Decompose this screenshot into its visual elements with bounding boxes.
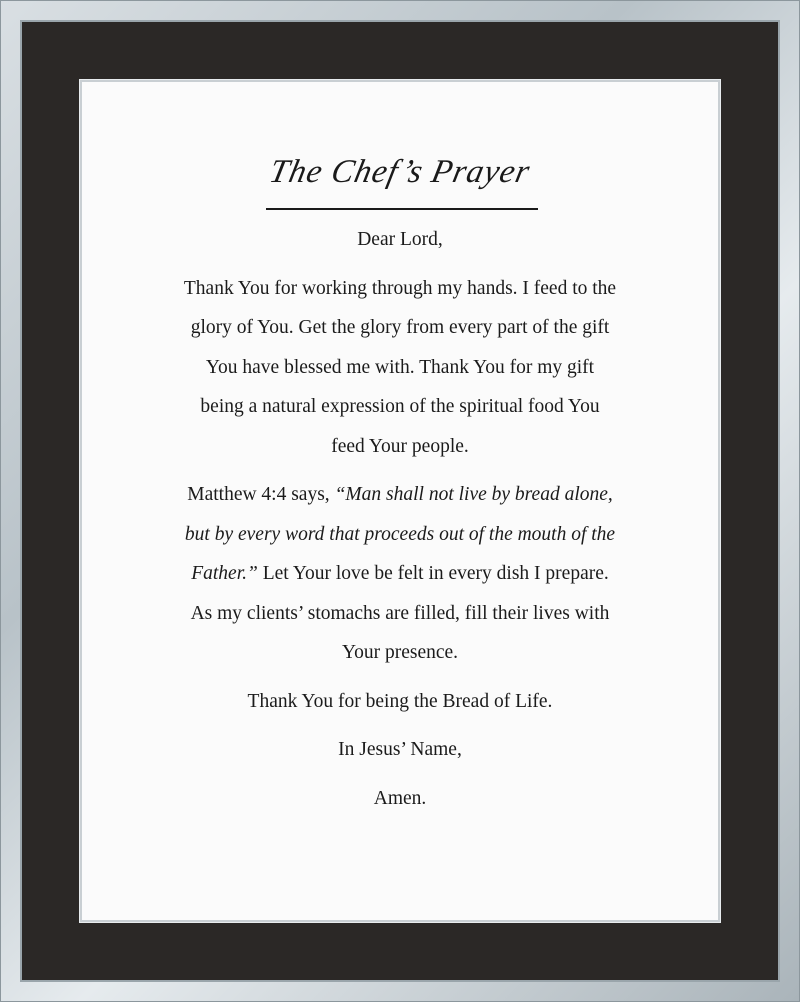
scripture-quote: Father.”	[191, 563, 258, 584]
greeting-paragraph	[112, 220, 688, 260]
paragraph1-line: You have blessed me with. Thank You for my gift	[205, 356, 595, 378]
amen-line: Amen.	[373, 787, 427, 809]
prayer-title: The Chef’s Prayer	[266, 154, 534, 190]
closing-line: In Jesus’ Name,	[338, 739, 462, 760]
scripture-quote: “Man shall not live by bread alone,	[334, 484, 613, 505]
paragraph1-line: glory of You. Get the glory from every part of the gift	[190, 317, 610, 338]
greeting-line: Dear Lord,	[357, 229, 443, 250]
paragraph2-line: Your presence.	[341, 642, 459, 663]
thanks-line: Thank You for being the Bread of Life.	[247, 690, 553, 712]
thanks-paragraph	[112, 682, 688, 722]
paragraph-matthew	[112, 475, 688, 673]
scripture-quote: but by every word that proceeds out of the mouth of the	[184, 523, 616, 545]
title-wrap	[82, 154, 718, 191]
paragraph1-line: Thank You for working through my hands. I feed to the	[183, 277, 617, 299]
paragraph2-line: As my clients’ stomachs are filled, fill their lives with	[190, 602, 610, 624]
title-underline	[266, 208, 538, 210]
paragraph2-line	[112, 554, 688, 594]
paragraph1-line: being a natural expression of the spiritual food You	[200, 396, 600, 417]
paragraph-thanks-hands	[112, 269, 688, 467]
paragraph2-line	[112, 475, 688, 515]
scripture-reference: Matthew 4:4 says,	[187, 484, 335, 505]
prayer-body	[112, 220, 688, 827]
closing-paragraph	[112, 730, 688, 770]
paragraph2-text: Let Your love be felt in every dish I prepare.	[257, 563, 609, 584]
prayer-paper	[80, 80, 720, 922]
paragraph1-line: feed Your people.	[331, 435, 469, 457]
amen-paragraph	[112, 779, 688, 819]
